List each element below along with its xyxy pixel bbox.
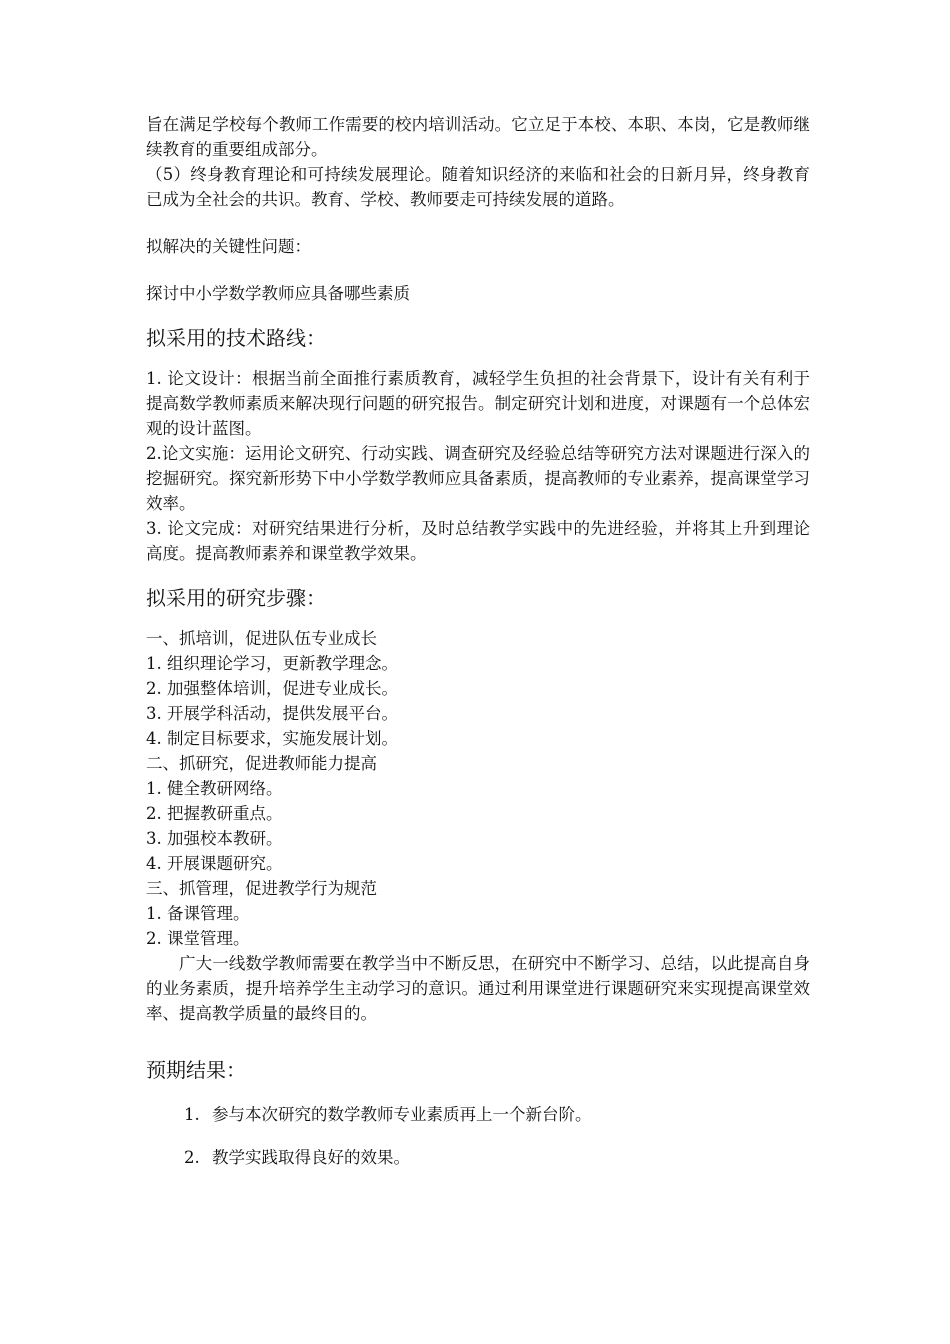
- tech-route-item-2: 2.论文实施：运用论文研究、行动实践、调查研究及经验总结等研究方法对课题进行深入的挖掘研究。探究新形势下中小学数学教师应具备素质，提高教师的专业素养，提高课堂学习效率。: [146, 444, 810, 513]
- research-step-line: 2. 把握教研重点。: [146, 804, 283, 823]
- document-body: [146, 112, 810, 1188]
- research-step-line: 三、抓管理，促进教学行为规范: [146, 879, 377, 898]
- key-problem-label: 拟解决的关键性问题：: [146, 237, 311, 256]
- research-step-line: 3. 加强校本教研。: [146, 829, 283, 848]
- expected-result-text: 参与本次研究的数学教师专业素质再上一个新台阶。: [212, 1105, 592, 1124]
- intro-paragraph-1: 旨在满足学校每个教师工作需要的校内培训活动。它立足于本校、本职、本岗，它是教师继续教育的重要组成部分。: [146, 115, 810, 159]
- research-step-line: 一、抓培训，促进队伍专业成长: [146, 629, 377, 648]
- expected-results-list: [146, 1102, 810, 1170]
- research-step-line: 4. 制定目标要求，实施发展计划。: [146, 729, 398, 748]
- tech-route-item-1: 1. 论文设计：根据当前全面推行素质教育，减轻学生负担的社会背景下，设计有关有利于提高数学教师素质来解决现行问题的研究报告。制定研究计划和进度，对课题有一个总体宏观的设计蓝图。: [146, 369, 810, 438]
- expected-result-number: 1.: [184, 1105, 200, 1124]
- tech-route-heading: 拟采用的技术路线：: [146, 326, 326, 350]
- research-step-line: 2. 课堂管理。: [146, 929, 250, 948]
- research-step-line: 1. 健全教研网络。: [146, 779, 283, 798]
- key-problem-text: 探讨中小学数学教师应具备哪些素质: [146, 284, 410, 303]
- expected-result-item: [146, 1102, 810, 1127]
- expected-result-number: 2.: [184, 1148, 200, 1167]
- research-step-line: 1. 备课管理。: [146, 904, 250, 923]
- research-step-line: 2. 加强整体培训，促进专业成长。: [146, 679, 398, 698]
- intro-paragraph-2: （5）终身教育理论和可持续发展理论。随着知识经济的来临和社会的日新月异，终身教育已成为全社会的共识。教育、学校、教师要走可持续发展的道路。: [146, 165, 810, 209]
- tech-route-item-3: 3. 论文完成：对研究结果进行分析，及时总结教学实践中的先进经验，并将其上升到理论高度。提高教师素养和课堂教学效果。: [146, 519, 810, 563]
- research-step-line: 4. 开展课题研究。: [146, 854, 283, 873]
- research-steps-list: [146, 626, 810, 951]
- research-step-line: 3. 开展学科活动，提供发展平台。: [146, 704, 398, 723]
- expected-result-item: [146, 1145, 810, 1170]
- expected-result-text: 教学实践取得良好的效果。: [212, 1148, 410, 1167]
- research-steps-closing: 广大一线数学教师需要在教学当中不断反思，在研究中不断学习、总结，以此提高自身的业务素质，提升培养学生主动学习的意识。通过利用课堂进行课题研究来实现提高课堂效率、提高教学质量的最终目的。: [146, 954, 810, 1023]
- research-steps-heading: 拟采用的研究步骤：: [146, 586, 326, 610]
- research-step-line: 1. 组织理论学习，更新教学理念。: [146, 654, 398, 673]
- research-step-line: 二、抓研究，促进教师能力提高: [146, 754, 377, 773]
- expected-results-heading: 预期结果：: [146, 1058, 246, 1082]
